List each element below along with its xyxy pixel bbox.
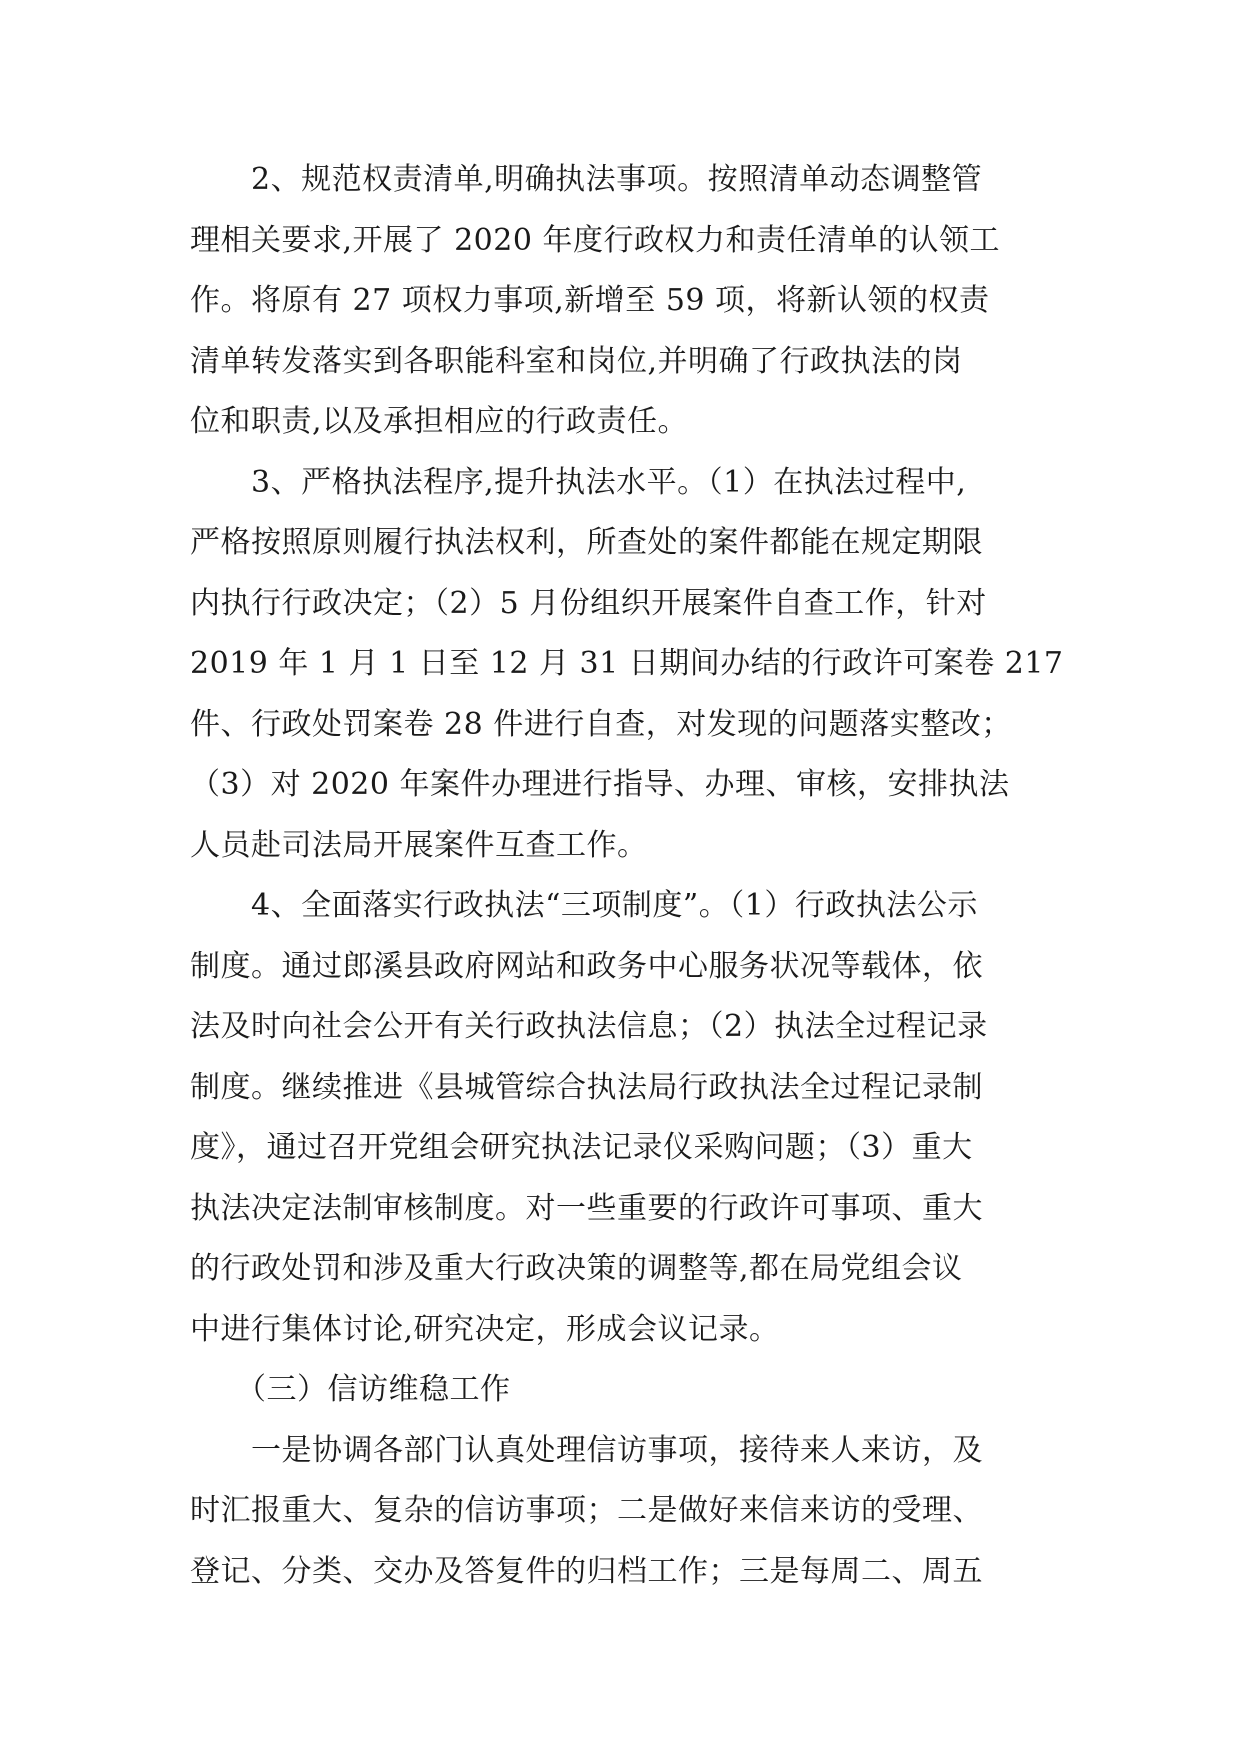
text-line: 一是协调各部门认真处理信访事项，接待来人来访，及 [190, 1432, 983, 1468]
text-line: 时汇报重大、复杂的信访事项；二是做好来信来访的受理、 [190, 1493, 983, 1528]
text-line: 2019 年 1 月 1 日至 12 月 31 日期间办结的行政许可案卷 217 [190, 646, 1064, 681]
text-line: 人员赴司法局开展案件互查工作。 [190, 827, 648, 863]
text-line: 法及时向社会公开有关行政执法信息；（2）执法全过程记录 [190, 1009, 988, 1044]
text-line: 制度。通过郎溪县政府网站和政务中心服务状况等载体，依 [190, 948, 983, 984]
text-line: 理相关要求,开展了 2020 年度行政权力和责任清单的认领工 [190, 222, 1000, 258]
text-line: 的行政处罚和涉及重大行政决策的调整等,都在局党组会议 [190, 1251, 963, 1286]
section-heading: （三）信访维稳工作 [190, 1372, 511, 1407]
text-line: 清单转发落实到各职能科室和岗位,并明确了行政执法的岗 [190, 343, 963, 379]
text-line: 制度。继续推进《县城管综合执法局行政执法全过程记录制 [190, 1069, 983, 1105]
text-line: 2、规范权责清单,明确执法事项。按照清单动态调整管 [190, 162, 983, 197]
text-line: 执法决定法制审核制度。对一些重要的行政许可事项、重大 [190, 1190, 983, 1226]
text-line: 登记、分类、交办及答复件的归档工作；三是每周二、周五 [190, 1553, 983, 1589]
text-line: 度》，通过召开党组会研究执法记录仪采购问题；（3）重大 [190, 1130, 973, 1165]
text-line: （3）对 2020 年案件办理进行指导、办理、审核，安排执法 [190, 767, 1010, 802]
text-line: 件、行政处罚案卷 28 件进行自查，对发现的问题落实整改； [190, 706, 1012, 742]
text-line: 3、严格执法程序,提升执法水平。（1）在执法过程中, [190, 464, 967, 500]
text-line: 内执行行政决定；（2）5 月份组织开展案件自查工作，针对 [190, 585, 987, 621]
text-line: 严格按照原则履行执法权利，所查处的案件都能在规定期限 [190, 525, 983, 560]
text-line: 4、全面落实行政执法“三项制度”。（1）行政执法公示 [190, 888, 978, 923]
text-line: 作。将原有 27 项权力事项,新增至 59 项，将新认领的权责 [190, 283, 990, 318]
text-line: 位和职责,以及承担相应的行政责任。 [190, 404, 689, 439]
text-line: 中进行集体讨论,研究决定，形成会议记录。 [190, 1311, 780, 1347]
document-body [190, 150, 1070, 1602]
